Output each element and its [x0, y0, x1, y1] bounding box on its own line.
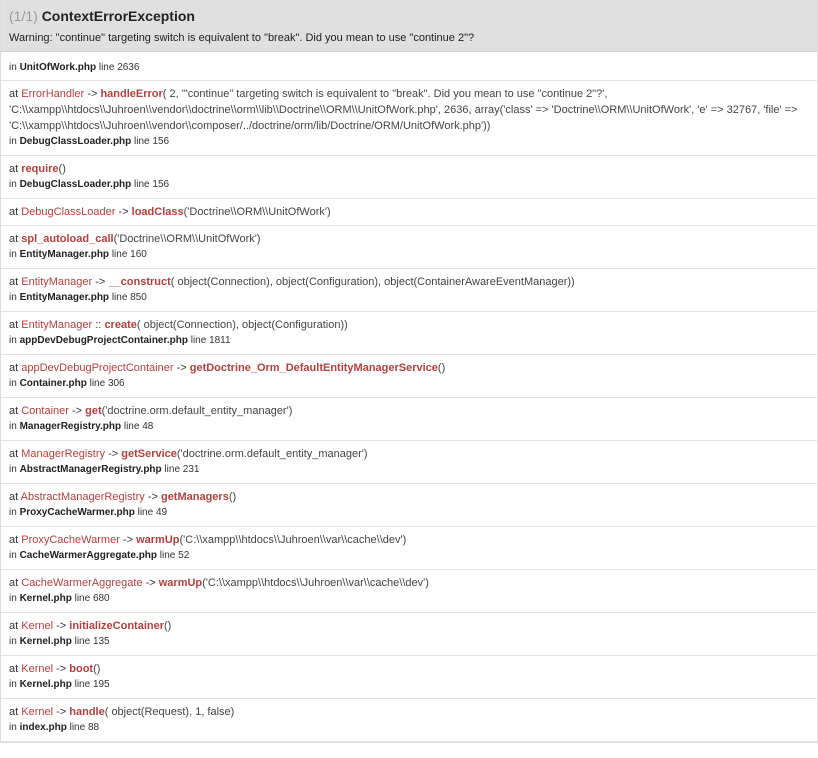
frame-function: get — [85, 405, 102, 417]
trace-frame — [1, 656, 817, 699]
frame-operator: -> — [95, 276, 106, 288]
in-label: in — [9, 421, 17, 432]
in-label: in — [9, 62, 17, 73]
frame-function: warmUp — [158, 577, 203, 589]
frame-file[interactable]: Kernel.php — [19, 636, 72, 647]
frame-line: line 1811 — [190, 335, 231, 346]
in-label: in — [9, 292, 17, 303]
frame-location — [9, 419, 809, 435]
at-label: at — [9, 706, 19, 718]
frame-class[interactable]: AbstractManagerRegistry — [20, 491, 145, 503]
in-label: in — [9, 722, 17, 733]
frame-class[interactable]: DebugClassLoader — [21, 206, 116, 218]
frame-class[interactable]: appDevDebugProjectContainer — [21, 362, 174, 374]
frame-call — [9, 618, 809, 634]
at-label: at — [9, 233, 19, 245]
in-label: in — [9, 378, 17, 389]
frame-args: () — [93, 663, 101, 675]
frame-function: getService — [121, 448, 177, 460]
frame-location — [9, 720, 809, 736]
frame-call — [9, 274, 809, 290]
at-label: at — [9, 319, 19, 331]
frame-file[interactable]: EntityManager.php — [19, 249, 110, 260]
frame-args: ('Doctrine\\ORM\\UnitOfWork') — [113, 233, 261, 245]
frame-args: ( object(Connection), object(Configuration)) — [136, 319, 348, 331]
frame-args: ('doctrine.orm.default_entity_manager') — [101, 405, 293, 417]
at-label: at — [9, 206, 19, 218]
frame-operator: -> — [122, 534, 134, 546]
stack-trace — [1, 52, 817, 742]
frame-class[interactable]: Kernel — [21, 706, 54, 718]
frame-file[interactable]: index.php — [19, 722, 67, 733]
frame-line: line 2636 — [98, 62, 140, 73]
frame-file[interactable]: DebugClassLoader.php — [19, 179, 132, 190]
at-label: at — [9, 163, 19, 175]
frame-args: () — [437, 362, 446, 374]
frame-location — [9, 462, 809, 478]
frame-function: require — [21, 163, 59, 175]
frame-args: ('C:\\xampp\\htdocs\\Juhroen\\var\\cache\\dev') — [179, 534, 407, 546]
frame-operator: -> — [108, 448, 119, 460]
frame-class[interactable]: Kernel — [21, 620, 54, 632]
frame-operator: -> — [176, 362, 187, 374]
at-label: at — [9, 663, 19, 675]
frame-args: ( object(Connection), object(Configuration), object(ContainerAwareEventManager)) — [170, 276, 575, 288]
frame-function: getManagers — [160, 491, 229, 503]
trace-frame — [1, 441, 817, 484]
in-label: in — [9, 593, 17, 604]
trace-frame — [1, 312, 817, 355]
frame-file[interactable]: ManagerRegistry.php — [19, 421, 122, 432]
frame-file[interactable]: Kernel.php — [19, 593, 72, 604]
frame-location — [9, 177, 809, 193]
in-label: in — [9, 679, 17, 690]
frame-operator: -> — [56, 620, 67, 632]
frame-file[interactable]: appDevDebugProjectContainer.php — [19, 335, 188, 346]
frame-function: spl_autoload_call — [21, 233, 114, 245]
frame-location — [9, 634, 809, 650]
frame-file[interactable]: CacheWarmerAggregate.php — [19, 550, 158, 561]
frame-line: line 88 — [69, 722, 100, 733]
trace-frame — [1, 613, 817, 656]
frame-call — [9, 204, 809, 220]
frame-line: line 680 — [74, 593, 110, 604]
trace-frame — [1, 156, 817, 199]
exception-title — [9, 7, 809, 25]
exception-class: ContextErrorException — [41, 8, 195, 24]
frame-line: line 135 — [74, 636, 110, 647]
trace-frame — [1, 199, 817, 226]
exception-header — [1, 0, 817, 52]
in-label: in — [9, 249, 17, 260]
frame-class[interactable]: EntityManager — [21, 276, 93, 288]
trace-frame — [1, 527, 817, 570]
frame-call — [9, 360, 809, 376]
frame-args: ('C:\\xampp\\htdocs\\Juhroen\\var\\cache\\dev') — [202, 577, 429, 589]
frame-operator: -> — [145, 577, 156, 589]
frame-args: () — [58, 163, 66, 175]
frame-function: getDoctrine_Orm_DefaultEntityManagerService — [189, 362, 438, 374]
frame-file[interactable]: UnitOfWork.php — [19, 62, 97, 73]
frame-function: handleError — [100, 88, 163, 100]
frame-class[interactable]: Kernel — [21, 663, 54, 675]
frame-line: line 306 — [89, 378, 125, 389]
in-label: in — [9, 636, 17, 647]
frame-operator: -> — [87, 88, 98, 100]
at-label: at — [9, 448, 19, 460]
trace-frame — [1, 398, 817, 441]
frame-location — [9, 376, 809, 392]
frame-call — [9, 532, 809, 548]
frame-file[interactable]: DebugClassLoader.php — [19, 136, 132, 147]
frame-operator: -> — [56, 663, 67, 675]
frame-args: ('Doctrine\\ORM\\UnitOfWork') — [183, 206, 331, 218]
in-label: in — [9, 335, 17, 346]
at-label: at — [9, 362, 19, 374]
frame-args: () — [228, 491, 237, 503]
at-label: at — [9, 491, 19, 503]
trace-frame — [1, 52, 817, 81]
at-label: at — [9, 88, 19, 100]
trace-frame — [1, 484, 817, 527]
frame-function: warmUp — [136, 534, 180, 546]
frame-call — [9, 317, 809, 333]
frame-function: initializeContainer — [69, 620, 165, 632]
frame-call — [9, 161, 809, 177]
frame-line: line 850 — [111, 292, 147, 303]
frame-location — [9, 247, 809, 263]
in-label: in — [9, 179, 17, 190]
frame-location — [9, 134, 809, 150]
frame-args: ( object(Request), 1, false) — [104, 706, 235, 718]
exception-message: Warning: "continue" targeting switch is equivalent to "break". Did you mean to use "continue 2"? — [9, 32, 475, 44]
at-label: at — [9, 534, 19, 546]
frame-file[interactable]: ProxyCacheWarmer.php — [19, 507, 135, 518]
frame-location — [9, 677, 809, 693]
frame-location — [9, 591, 809, 607]
frame-function: __construct — [108, 276, 171, 288]
frame-call — [9, 403, 809, 419]
frame-function: handle — [69, 706, 105, 718]
in-label: in — [9, 136, 17, 147]
in-label: in — [9, 550, 17, 561]
frame-function: create — [104, 319, 137, 331]
frame-class[interactable]: Container — [21, 405, 69, 417]
frame-location — [9, 548, 809, 564]
frame-file[interactable]: Kernel.php — [19, 679, 72, 690]
frame-args: () — [164, 620, 172, 632]
frame-line: line 156 — [134, 136, 170, 147]
frame-class[interactable]: ManagerRegistry — [21, 448, 106, 460]
trace-frame — [1, 81, 817, 156]
frame-call — [9, 661, 809, 677]
frame-class[interactable]: CacheWarmerAggregate — [21, 577, 143, 589]
frame-location — [9, 60, 809, 76]
frame-function: boot — [69, 663, 94, 675]
in-label: in — [9, 507, 17, 518]
frame-call — [9, 704, 809, 720]
frame-operator: -> — [72, 405, 83, 417]
frame-args: ( 2, '"continue" targeting switch is equivalent to "break". Did you mean to use "continue 2"?', 'C:\\xampp\\htdocs\\Juhroen\\vendor\\doctrine\\orm\\lib\\Doctrine\\ORM\\UnitOfWork.php', 2636, array('class' => 'Doctrine\\ORM\\UnitOfWork', 'e' => 32767, 'file' => 'C:\\xampp\\htdocs\\Juhroen\\vendor\\composer/../doctrine/orm/lib/Doctrine/ORM/UnitOfWork.php')) — [9, 88, 798, 132]
frame-call — [9, 446, 809, 462]
frame-args: ('doctrine.orm.default_entity_manager') — [176, 448, 368, 460]
in-label: in — [9, 464, 17, 475]
frame-location — [9, 333, 809, 349]
exception-count: (1/1) — [9, 8, 38, 24]
frame-line: line 156 — [134, 179, 170, 190]
frame-file[interactable]: AbstractManagerRegistry.php — [19, 464, 162, 475]
frame-file[interactable]: Container.php — [19, 378, 87, 389]
trace-frame — [1, 570, 817, 613]
frame-operator: :: — [95, 319, 102, 331]
frame-operator: -> — [118, 206, 129, 218]
frame-line: line 231 — [164, 464, 200, 475]
frame-operator: -> — [56, 706, 67, 718]
at-label: at — [9, 620, 19, 632]
frame-line: line 160 — [111, 249, 147, 260]
frame-class[interactable]: EntityManager — [21, 319, 93, 331]
frame-file[interactable]: EntityManager.php — [19, 292, 110, 303]
at-label: at — [9, 276, 19, 288]
trace-frame — [1, 699, 817, 742]
frame-line: line 49 — [137, 507, 168, 518]
frame-class[interactable]: ErrorHandler — [21, 88, 85, 100]
frame-call — [9, 231, 809, 247]
frame-class[interactable]: ProxyCacheWarmer — [21, 534, 120, 546]
frame-location — [9, 290, 809, 306]
frame-location — [9, 505, 809, 521]
at-label: at — [9, 577, 19, 589]
frame-call — [9, 575, 809, 591]
trace-frame — [1, 355, 817, 398]
frame-line: line 48 — [123, 421, 154, 432]
frame-operator: -> — [147, 491, 158, 503]
trace-frame — [1, 269, 817, 312]
frame-call — [9, 86, 809, 134]
at-label: at — [9, 405, 19, 417]
trace-frame — [1, 226, 817, 269]
frame-line: line 195 — [74, 679, 110, 690]
frame-call — [9, 489, 809, 505]
frame-function: loadClass — [131, 206, 184, 218]
frame-line: line 52 — [159, 550, 190, 561]
